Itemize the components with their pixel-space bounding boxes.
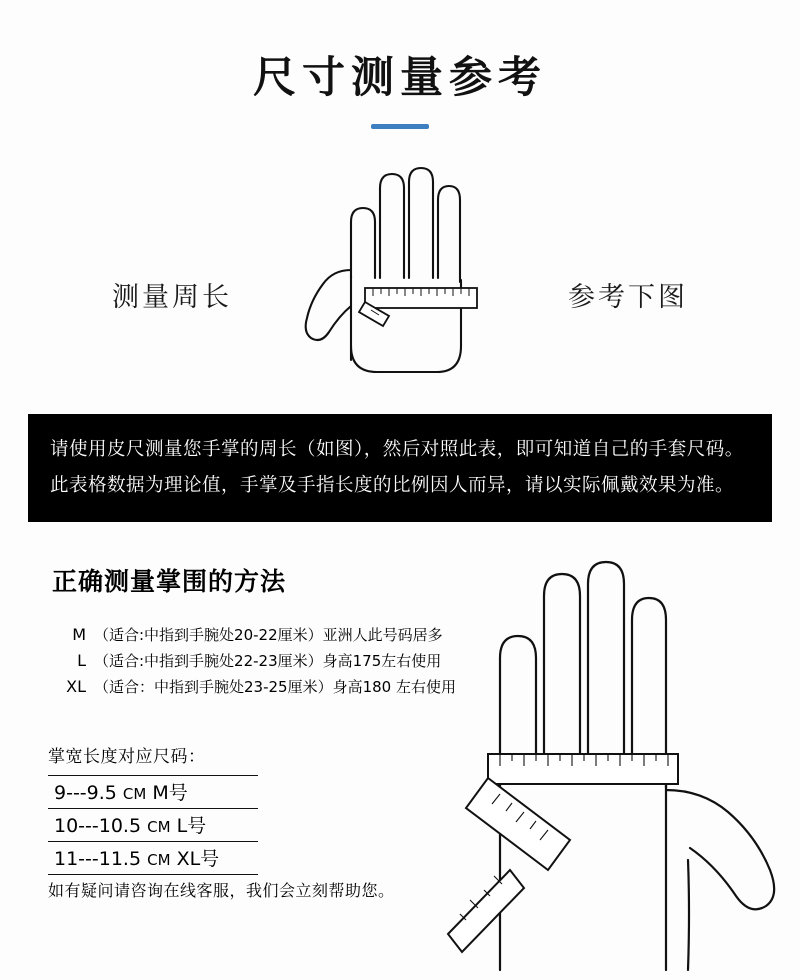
section-title: 正确测量掌围的方法: [52, 567, 287, 596]
page-title: 尺寸测量参考: [253, 53, 547, 103]
palm-size: M号: [152, 782, 188, 804]
palm-unit: CM: [147, 851, 171, 869]
list-item: [52, 622, 472, 648]
support-note: 如有疑问请咨询在线客服，我们会立刻帮助您。: [48, 881, 395, 900]
hand-palm-with-tape-measure-icon: [285, 150, 515, 400]
table-row: [48, 775, 258, 809]
size-code: L: [77, 651, 86, 670]
size-description-list: [52, 622, 472, 700]
label-measure-circumference: 测量周长: [112, 282, 232, 313]
size-desc: （适合：中指到手腕处23-25厘米）身高180 左右使用: [94, 678, 456, 696]
hand-palm-with-tape-measure-large-icon: [440, 540, 800, 980]
title-underline: [371, 124, 429, 129]
instruction-line-2: 此表格数据为理论值，手掌及手指长度的比例因人而异，请以实际佩戴效果为准。: [50, 475, 735, 496]
size-code: XL: [66, 677, 86, 696]
palm-unit: CM: [122, 785, 147, 803]
table-row: [48, 842, 258, 875]
list-item: [52, 648, 472, 674]
instruction-band: [28, 414, 772, 522]
palm-range: 10---10.5: [54, 815, 142, 837]
instruction-line-1: 请使用皮尺测量您手掌的周长（如图），然后对照此表，即可知道自己的手套尺码。: [50, 439, 744, 460]
palm-size: XL号: [176, 848, 220, 870]
palm-width-title: 掌宽长度对应尺码：: [48, 747, 206, 767]
palm-range: 11---11.5: [54, 848, 142, 870]
size-code: M: [72, 625, 86, 644]
palm-unit: CM: [147, 818, 171, 836]
palm-range: 9---9.5: [54, 782, 117, 804]
label-see-diagram: 参考下图: [568, 282, 688, 313]
size-desc: （适合:中指到手腕处20-22厘米）亚洲人此号码居多: [94, 626, 443, 644]
size-desc: （适合:中指到手腕处22-23厘米）身高175左右使用: [94, 652, 442, 670]
palm-size: L号: [176, 815, 207, 837]
palm-width-table: [48, 775, 258, 875]
list-item: [52, 674, 472, 700]
table-row: [48, 809, 258, 842]
